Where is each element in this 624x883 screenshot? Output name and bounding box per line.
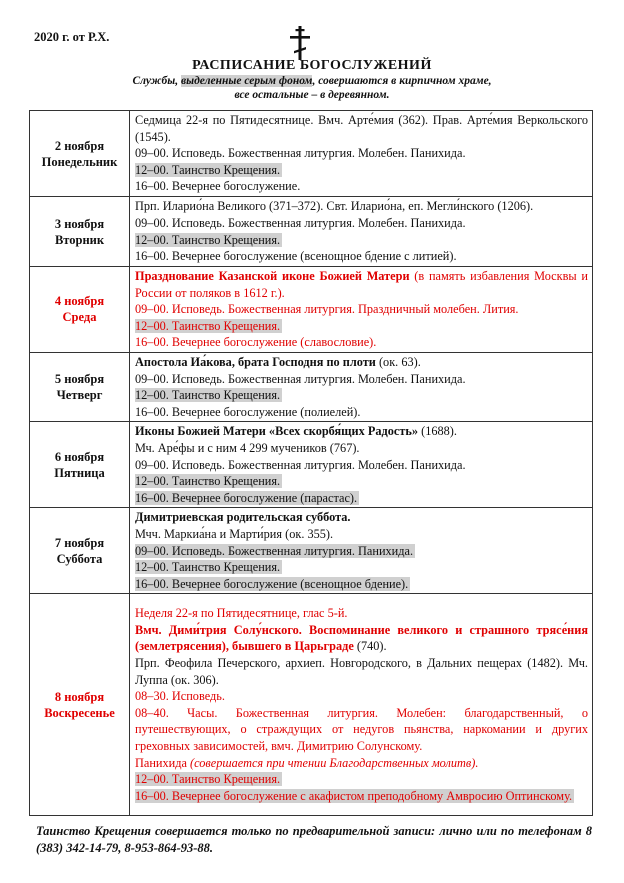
liturgy-line: 08–40. Часы. Божественная литургия. Молебен: благодарственный, о путешествующих, о страждущих от недугов пьянства, наркомании и других греховных зависимостей, вмч. Димитрию Солунскому. <box>135 705 588 753</box>
evening-line: 16–00. Вечернее богослужение. <box>135 179 301 194</box>
schedule-row <box>30 197 593 267</box>
day-date: 5 ноября <box>54 372 105 387</box>
year-label: 2020 г. от Р.Х. <box>34 30 110 44</box>
day-cell <box>30 267 130 353</box>
day-date: 8 ноября <box>54 689 105 704</box>
day-cell <box>30 197 130 267</box>
day-weekday: Среда <box>62 310 97 325</box>
saint-line: Мчч. Маркиа́на и Марти́рия (ок. 355). <box>135 526 334 541</box>
feast-line: Димитриевская родительская суббота. <box>135 510 351 525</box>
services-cell <box>130 594 593 816</box>
feast-line: Иконы Божией Матери «Всех скорбя́щих Радость» (1688). <box>135 424 457 439</box>
service-line: 09–00. Исповедь. Божественная литургия. Молебен. Панихида. <box>135 371 466 386</box>
week-line: Неделя 22-я по Пятидесятнице, глас 5-й. <box>135 606 348 621</box>
day-weekday: Четверг <box>56 388 103 403</box>
footer-note: Таинство Крещения совершается только по предварительной записи: лично или по телефонам 8 (383) 342-14-79, 8-953-864-93-88. <box>36 824 592 855</box>
service-line: 09–00. Исповедь. Божественная литургия. Молебен. Панихида. <box>135 215 466 230</box>
baptism-line: 12–00. Таинство Крещения. <box>135 772 281 787</box>
panikhida-line: Панихида (совершается при чтении Благодарственных молитв). <box>135 755 479 770</box>
service-line: 09–00. Исповедь. Божественная литургия. Молебен. Панихида. <box>135 146 466 161</box>
subtitle-highlight: выделенные серым фоном <box>180 75 313 87</box>
day-date: 3 ноября <box>54 216 105 231</box>
feast-line: Вмч. Дими́трия Солу́нского. Воспоминание великого и страшного трясе́ния (землетрясения), бывшего в Царьграде (740). <box>135 622 588 654</box>
schedule-row <box>30 594 593 816</box>
day-cell <box>30 508 130 594</box>
day-weekday: Понедельник <box>41 154 118 169</box>
schedule-row <box>30 508 593 594</box>
baptism-line: 12–00. Таинство Крещения. <box>135 162 281 177</box>
day-weekday: Суббота <box>56 551 103 566</box>
page-title: РАСПИСАНИЕ БОГОСЛУЖЕНИЙ <box>192 58 432 73</box>
feast-line: Празднование Казанской иконе Божией Матери (в память избавления Москвы и России от поляков в 1612 г.). <box>135 269 588 300</box>
subtitle-post: , совершаются в кирпичном храме, <box>312 75 492 87</box>
day-cell <box>30 111 130 197</box>
baptism-line: 12–00. Таинство Крещения. <box>135 232 281 247</box>
day-date: 4 ноября <box>54 294 105 309</box>
evening-line: 16–00. Вечернее богослужение с акафистом преподобному Амвросию Оптинскому. <box>135 788 573 803</box>
services-cell <box>130 352 593 421</box>
service-line: 09–00. Исповедь. Божественная литургия. Молебен. Панихида. <box>135 457 466 472</box>
schedule-row <box>30 422 593 508</box>
day-weekday: Пятница <box>54 465 105 480</box>
schedule-row <box>30 111 593 197</box>
saint-line: Прп. Феофила Печерского, архиеп. Новгородского, в Дальних пещерах (1482). Мч. Луппа (ок. 306). <box>135 656 588 687</box>
evening-line: 16–00. Вечернее богослужение (полиелей). <box>135 404 361 419</box>
day-date: 7 ноября <box>54 535 105 550</box>
confession-line: 08–30. Исповедь. <box>135 689 225 704</box>
schedule-row <box>30 267 593 353</box>
feast-line: Апостола Иа́кова, брата Господня по плоти (ок. 63). <box>135 354 421 369</box>
baptism-line: 12–00. Таинство Крещения. <box>135 318 281 333</box>
baptism-line: 12–00. Таинство Крещения. <box>135 388 281 403</box>
evening-line: 16–00. Вечернее богослужение (всенощное бдение). <box>135 576 409 591</box>
baptism-line: 12–00. Таинство Крещения. <box>135 560 281 575</box>
saint-line: Прп. Иларио́на Великого (371–372). Свт. Иларио́на, еп. Мегли́нского (1206). <box>135 199 534 214</box>
evening-line: 16–00. Вечернее богослужение (славословие). <box>135 335 377 350</box>
page-subtitle <box>0 75 624 102</box>
day-weekday: Воскресенье <box>44 705 115 720</box>
evening-line: 16–00. Вечернее богослужение (парастас). <box>135 490 358 505</box>
subtitle-pre: Службы, <box>132 75 181 87</box>
services-cell <box>130 111 593 197</box>
day-cell <box>30 594 130 816</box>
day-cell <box>30 422 130 508</box>
day-weekday: Вторник <box>54 232 105 247</box>
schedule-table <box>29 110 593 816</box>
subtitle-line2: все остальные – в деревянном. <box>234 88 390 101</box>
services-cell <box>130 422 593 508</box>
schedule-row <box>30 352 593 421</box>
saint-line: Мч. Аре́фы и с ним 4 299 мучеников (767). <box>135 440 360 455</box>
services-cell <box>130 508 593 594</box>
saint-line: Седмица 22-я по Пятидесятнице. Вмч. Арте́мия (362). Прав. Арте́мия Веркольского (1545). <box>135 113 588 144</box>
service-line: 09–00. Исповедь. Божественная литургия. Праздничный молебен. Лития. <box>135 302 519 317</box>
baptism-line: 12–00. Таинство Крещения. <box>135 474 281 489</box>
service-line: 09–00. Исповедь. Божественная литургия. Панихида. <box>135 543 414 558</box>
day-date: 2 ноября <box>54 138 105 153</box>
evening-line: 16–00. Вечернее богослужение (всенощное бдение с литией). <box>135 249 457 264</box>
day-cell <box>30 352 130 421</box>
services-cell <box>130 267 593 353</box>
day-date: 6 ноября <box>54 449 105 464</box>
orthodox-cross-icon <box>289 26 311 60</box>
services-cell <box>130 197 593 267</box>
